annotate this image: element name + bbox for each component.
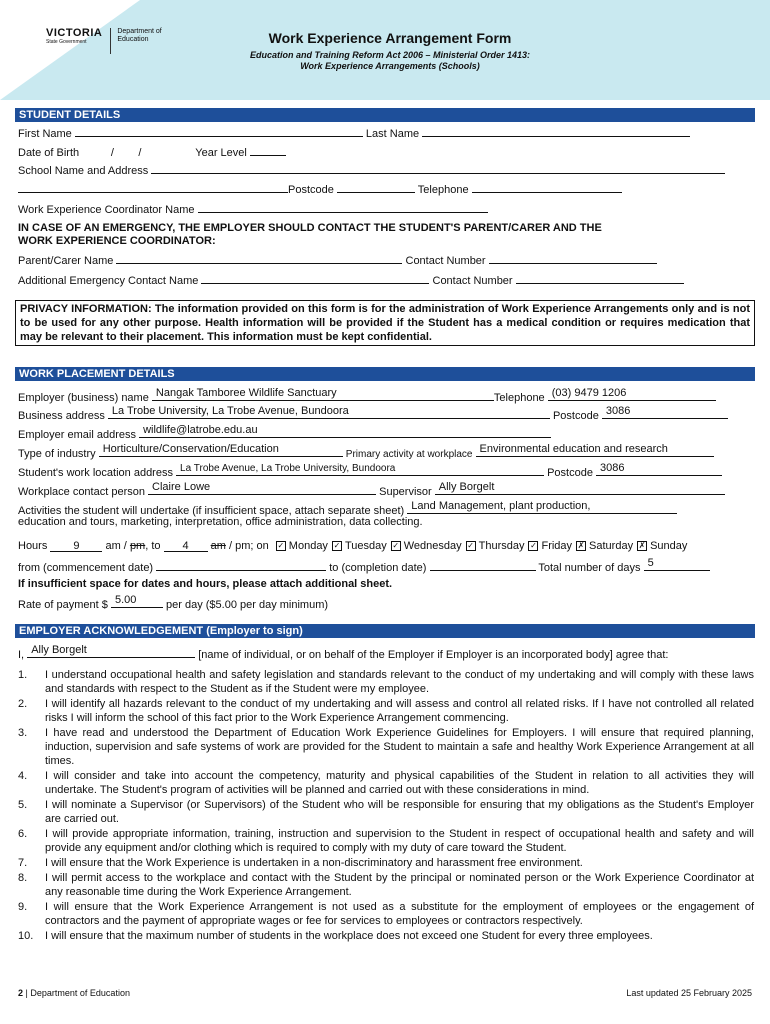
day-checkbox-friday[interactable]: ✓ [530,541,537,551]
term-text: I will identify all hazards relevant to the conduct of my undertaking and will assess and control all related risks. If I have not controlled all related risks I will inform the school of this fact prior to the Work Experience Arrangement commencing. [45,698,754,724]
am-label-1: am / [105,540,127,552]
term-item [18,697,754,725]
term-text: I will ensure that the Work Experience Arrangement is not used as a substitute for the employment of employees or the engagement of contractors and the payment of appropriate wages or fee for services to employees or contractors respectively. [45,901,754,927]
student-telephone-field[interactable] [472,181,622,193]
ack-name-row [18,646,668,662]
contact-label: Workplace contact person [18,486,145,498]
contact-value: Claire Lowe [152,481,211,493]
additional-contact-label: Additional Emergency Contact Name [18,275,199,287]
term-text: I understand occupational health and safety legislation and standards relevant to the conduct of my undertaking and will comply with these laws and standards with respect to the Student as if the Student were my employee. [45,669,754,695]
work-location-field[interactable] [176,464,544,476]
employer-telephone-value: (03) 9479 1206 [551,387,627,399]
term-number: 8. [18,872,28,884]
hours-label: Hours [18,540,48,552]
footer-separator: | [25,988,28,998]
ack-name-value: Ally Borgelt [31,644,87,656]
day-checkbox-tuesday[interactable]: ✓ [333,541,341,551]
industry-row [18,445,714,461]
terms-list [18,668,754,944]
dob-row [18,144,286,160]
coordinator-row [18,201,488,217]
hours-to-value: 4 [182,540,189,552]
term-number: 10. [18,930,34,942]
term-item [18,726,754,768]
first-name-field[interactable] [75,125,363,137]
pm-label-1: pm [129,540,146,552]
rate-row [18,596,328,612]
activities-field[interactable] [407,502,677,514]
term-item [18,900,754,928]
term-item [18,668,754,696]
contact-number-label: Contact Number [405,255,486,267]
activities-value-1: Land Management, plant production, [411,500,591,512]
logo-main: VICTORIA [46,27,103,39]
day-label-saturday: Saturday [589,540,634,552]
to-date-field[interactable] [430,559,536,571]
name-row [18,125,690,141]
activities-field-2[interactable] [18,518,480,529]
year-level-field[interactable] [250,144,286,156]
school-row [18,162,725,178]
from-date-label: from (commencement date) [18,562,154,574]
business-postcode-field[interactable] [602,407,728,419]
parent-contact-field[interactable] [489,252,657,264]
first-name-label: First Name [18,128,72,140]
telephone-label: Telephone [417,184,469,196]
total-days-field[interactable] [644,559,710,571]
day-checkbox-wednesday[interactable]: ✓ [392,541,400,551]
additional-contact-row [18,272,684,288]
dob-slash-2: / [138,147,142,159]
activity-field[interactable] [476,445,714,457]
industry-value: Horticulture/Conservation/Education [102,443,279,455]
term-text: I have read and understood the Department of Education Work Experience Guidelines for Employers. I will ensure that required planning, induction, supervision and safe systems of work are provided for the Student to maintain a safe and healthy Work Experience Arrangement at all times. [45,727,754,767]
email-row [18,426,551,442]
activities-row-2 [18,518,480,533]
last-name-field[interactable] [422,125,690,137]
emergency-line-1: IN CASE OF AN EMERGENCY, THE EMPLOYER SHOULD CONTACT THE STUDENT'S PARENT/CARER AND THE [18,222,602,234]
postcode-label: Postcode [288,184,334,196]
activity-value: Environmental education and research [479,443,668,455]
pm-label-2: / pm; on [228,540,269,552]
parent-field[interactable] [116,252,402,264]
day-label-friday: Friday [541,540,573,552]
term-item [18,856,754,870]
days-checkboxes [272,540,688,552]
hours-from-field[interactable] [50,540,102,552]
email-field[interactable] [139,426,551,438]
day-label-thursday: Thursday [478,540,525,552]
subtitle-line-1: Education and Training Reform Act 2006 – Ministerial Order 1413: [249,50,531,60]
term-text: I will ensure that the maximum number of students in the workplace does not exceed one Student for every three employees. [45,930,653,942]
work-location-label: Student's work location address [18,467,173,479]
supervisor-field[interactable] [435,483,725,495]
last-name-label: Last Name [365,128,420,140]
total-days-value: 5 [647,557,654,569]
term-text: I will permit access to the workplace and contact with the Student by the principal or nominated person or the Work Experience Coordinator at any reasonable time during the Work Experience Arrangement. [45,872,754,898]
day-label-sunday: Sunday [650,540,688,552]
school-name-field[interactable] [151,162,725,174]
victoria-logo [46,28,165,54]
school-name-label: School Name and Address [18,165,149,177]
work-location-postcode-value: 3086 [600,462,625,474]
work-location-value: La Trobe Avenue, La Trobe University, Bundoora [180,463,396,474]
additional-contact-field[interactable] [201,272,429,284]
day-checkbox-thursday[interactable]: ✓ [467,541,474,551]
ack-name-suffix: [name of individual, or on behalf of the Employer if Employer is an incorporated body] agree that: [198,649,669,661]
day-label-tuesday: Tuesday [344,540,387,552]
telephone-label-2: Telephone [493,392,545,404]
to-label: , to [145,540,161,552]
business-address-value: La Trobe University, La Trobe Avenue, Bundoora [111,405,349,417]
term-number: 1. [18,669,28,681]
term-number: 4. [18,770,28,782]
employer-ack-heading: EMPLOYER ACKNOWLEDGEMENT (Employer to sign) [15,624,755,638]
business-postcode-value: 3086 [605,405,631,417]
logo-divider [110,28,111,54]
term-item [18,769,754,797]
footer-left [18,988,130,998]
employer-label: Employer (business) name [18,392,149,404]
additional-contact-number-field[interactable] [516,272,684,284]
term-text: I will consider and take into account the competency, maturity and physical capabilities of the Student in relation to all activities they will undertake. The Student's program of activities will be planned and carried out with these considerations in mind. [45,770,754,796]
logo-sub: State Government [46,39,87,45]
activities-label: Activities the student will undertake (if insufficient space, attach separate sheet) [18,505,405,517]
supervisor-value: Ally Borgelt [438,481,495,493]
total-days-label: Total number of days [538,562,641,574]
coordinator-label: Work Experience Coordinator Name [18,204,195,216]
logo-dept: Department of Education [117,28,162,43]
term-item [18,929,754,943]
student-details-heading: STUDENT DETAILS [15,108,755,122]
day-checkbox-saturday[interactable]: ✗ [577,541,585,551]
work-location-row [18,464,722,480]
hours-row [18,540,687,553]
logo-wordmark [46,28,102,45]
term-text: I will provide appropriate information, training, instruction and supervision to the Student in respect of occupational health and safety and will provide any equipment and/or clothing which is required to comply with my duty of care toward the Student. [45,828,754,854]
activities-value-2: education and tours, marketing, interpretation, office administration, data collecting. [18,516,423,528]
header-banner [0,0,770,100]
school-address-field[interactable] [18,181,288,193]
hours-to-field[interactable] [164,540,208,552]
supervisor-label: Supervisor [379,486,432,498]
parent-label: Parent/Carer Name [18,255,114,267]
dates-row [18,559,710,575]
day-checkbox-sunday[interactable]: ✗ [638,541,646,551]
contact-number-label-2: Contact Number [432,275,513,287]
day-label-monday: Monday [288,540,328,552]
hours-from-value: 9 [73,540,80,552]
day-checkbox-monday[interactable]: ✓ [277,541,285,551]
rate-value: 5.00 [114,594,137,606]
emergency-line-2: WORK EXPERIENCE COORDINATOR: [18,235,216,247]
page-subtitle [200,50,580,72]
term-item [18,871,754,899]
rate-suffix: per day ($5.00 per day minimum) [166,599,329,611]
term-number: 2. [18,698,28,710]
postcode-label-2: Postcode [552,410,599,422]
email-label: Employer email address [18,429,136,441]
term-text: I will nominate a Supervisor (or Supervisors) of the Student who will be responsible for ensuring that my obligations as the Student's Employer are carried out. [45,799,754,825]
term-item [18,827,754,855]
page-title: Work Experience Arrangement Form [268,30,512,46]
activity-label: Primary activity at workplace [345,449,473,460]
dob-slash-1: / [110,147,114,159]
industry-label: Type of industry [18,448,96,460]
term-item [18,798,754,826]
rate-label: Rate of payment $ [18,599,108,611]
footer-department: Department of Education [30,988,130,998]
rate-field[interactable] [111,596,163,608]
business-address-field[interactable] [108,407,550,419]
business-address-label: Business address [18,410,105,422]
parent-row [18,252,657,268]
subtitle-line-2: Work Experience Arrangements (Schools) [300,61,480,71]
employer-row [18,389,716,405]
day-label-wednesday: Wednesday [403,540,462,552]
to-date-label: to (completion date) [329,562,427,574]
from-date-field[interactable] [156,559,326,571]
contact-row [18,483,725,499]
term-number: 7. [18,857,28,869]
industry-field[interactable] [99,445,343,457]
insufficient-note: If insufficient space for dates and hours, please attach additional sheet. [18,578,393,590]
term-text: I will ensure that the Work Experience is undertaken in a non-discriminatory and harassment free environment. [45,857,583,869]
ack-name-field[interactable] [27,646,195,658]
am-label-2: am [210,540,226,552]
footer-updated: Last updated 25 February 2025 [626,988,752,998]
dob-field[interactable] [82,147,170,160]
school-address-row [18,181,622,197]
coordinator-field[interactable] [198,201,488,213]
term-number: 5. [18,799,28,811]
employer-name-field[interactable] [152,389,494,401]
term-number: 9. [18,901,28,913]
student-postcode-field[interactable] [337,181,415,193]
page-number: 2 [18,988,24,998]
employer-name-value: Nangak Tamboree Wildlife Sanctuary [155,387,337,399]
work-location-postcode-field[interactable] [596,464,722,476]
postcode-label-3: Postcode [547,467,593,479]
email-value: wildlife@latrobe.edu.au [143,424,258,436]
dob-label: Date of Birth [18,147,80,159]
business-address-row [18,407,728,423]
contact-field[interactable] [148,483,376,495]
employer-telephone-field[interactable] [548,389,716,401]
work-placement-heading: WORK PLACEMENT DETAILS [15,367,755,381]
ack-i-label: I, [18,649,25,661]
am-pm-1 [105,540,145,552]
term-number: 6. [18,828,28,840]
privacy-box: PRIVACY INFORMATION: The information provided on this form is for the administration of Work Experience Arrangements only and is not to be used for any other purpose. Health information will be provided if the Student has a medical condition or requires medication that may be relevant to their placement. This information must be kept confidential. [15,300,755,346]
year-level-label: Year Level [195,147,247,159]
term-number: 3. [18,727,28,739]
